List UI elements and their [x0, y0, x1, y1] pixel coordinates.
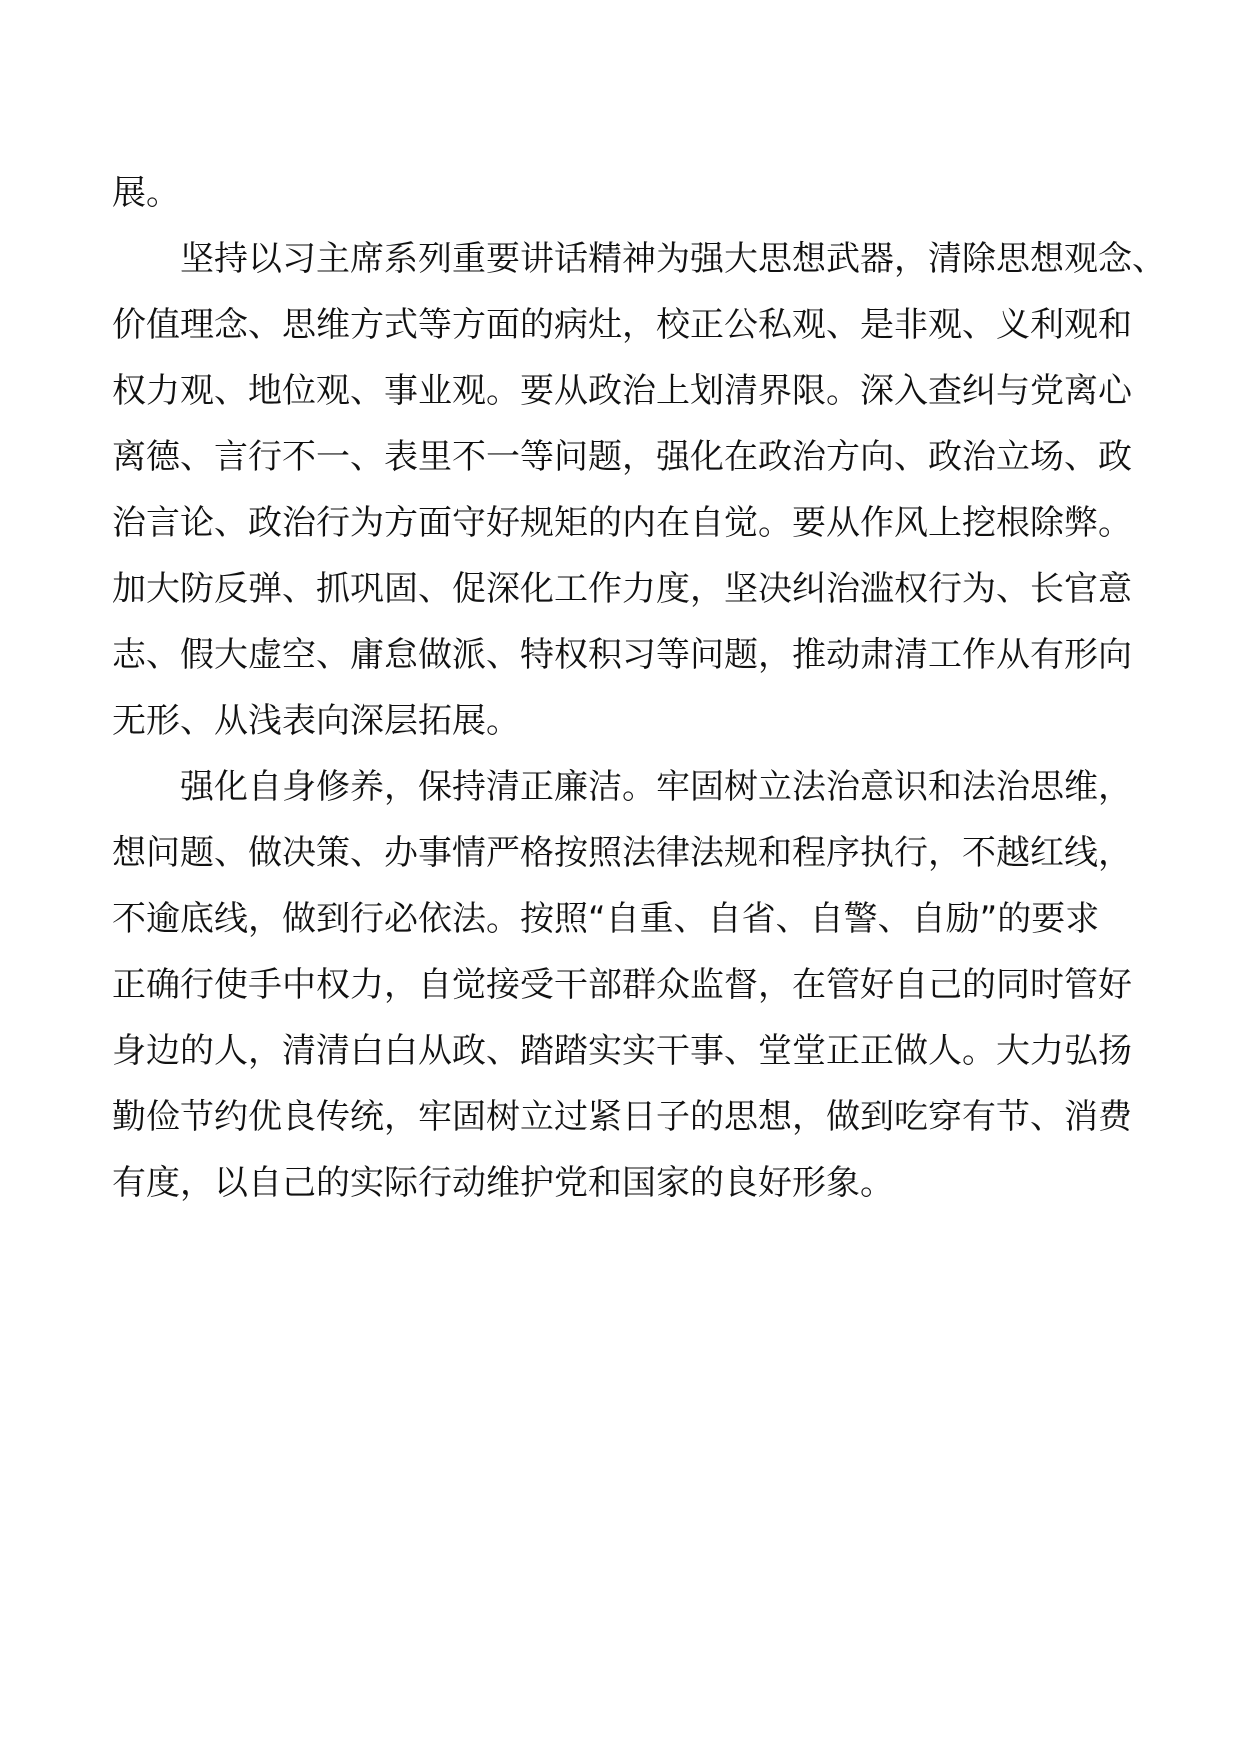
- text-line: 身边的人，清清白白从政、踏踏实实干事、堂堂正正做人。大力弘扬: [112, 1031, 1132, 1071]
- document-body: [112, 160, 1166, 1216]
- text-line: 加大防反弹、抓巩固、促深化工作力度，坚决纠治滥权行为、长官意: [112, 569, 1132, 609]
- text-line: 勤俭节约优良传统，牢固树立过紧日子的思想，做到吃穿有节、消费: [112, 1097, 1132, 1137]
- text-line: 价值理念、思维方式等方面的病灶，校正公私观、是非观、义利观和: [112, 305, 1132, 345]
- text-line: 正确行使手中权力，自觉接受干部群众监督，在管好自己的同时管好: [112, 965, 1132, 1005]
- paragraph-continuation: [112, 160, 1132, 226]
- text-line: 强化自身修养，保持清正廉洁。牢固树立法治意识和法治思维，: [180, 767, 1132, 807]
- text-line: 权力观、地位观、事业观。要从政治上划清界限。深入查纠与党离心: [112, 371, 1132, 411]
- text-line: 治言论、政治行为方面守好规矩的内在自觉。要从作风上挖根除弊。: [112, 503, 1132, 543]
- paragraph-ideology: [112, 226, 1166, 754]
- text-line: 展。: [112, 173, 180, 213]
- text-line: 有度，以自己的实际行动维护党和国家的良好形象。: [112, 1163, 894, 1203]
- text-line: 想问题、做决策、办事情严格按照法律法规和程序执行，不越红线，: [112, 833, 1132, 873]
- text-line: 不逾底线，做到行必依法。按照“自重、自省、自警、自励”的要求: [112, 899, 1100, 939]
- text-line: 无形、从浅表向深层拓展。: [112, 701, 520, 741]
- text-line: 坚持以习主席系列重要讲话精神为强大思想武器，清除思想观念、: [180, 239, 1166, 279]
- text-line: 志、假大虚空、庸怠做派、特权积习等问题，推动肃清工作从有形向: [112, 635, 1132, 675]
- text-line: 离德、言行不一、表里不一等问题，强化在政治方向、政治立场、政: [112, 437, 1132, 477]
- paragraph-self-cultivation: [112, 754, 1132, 1216]
